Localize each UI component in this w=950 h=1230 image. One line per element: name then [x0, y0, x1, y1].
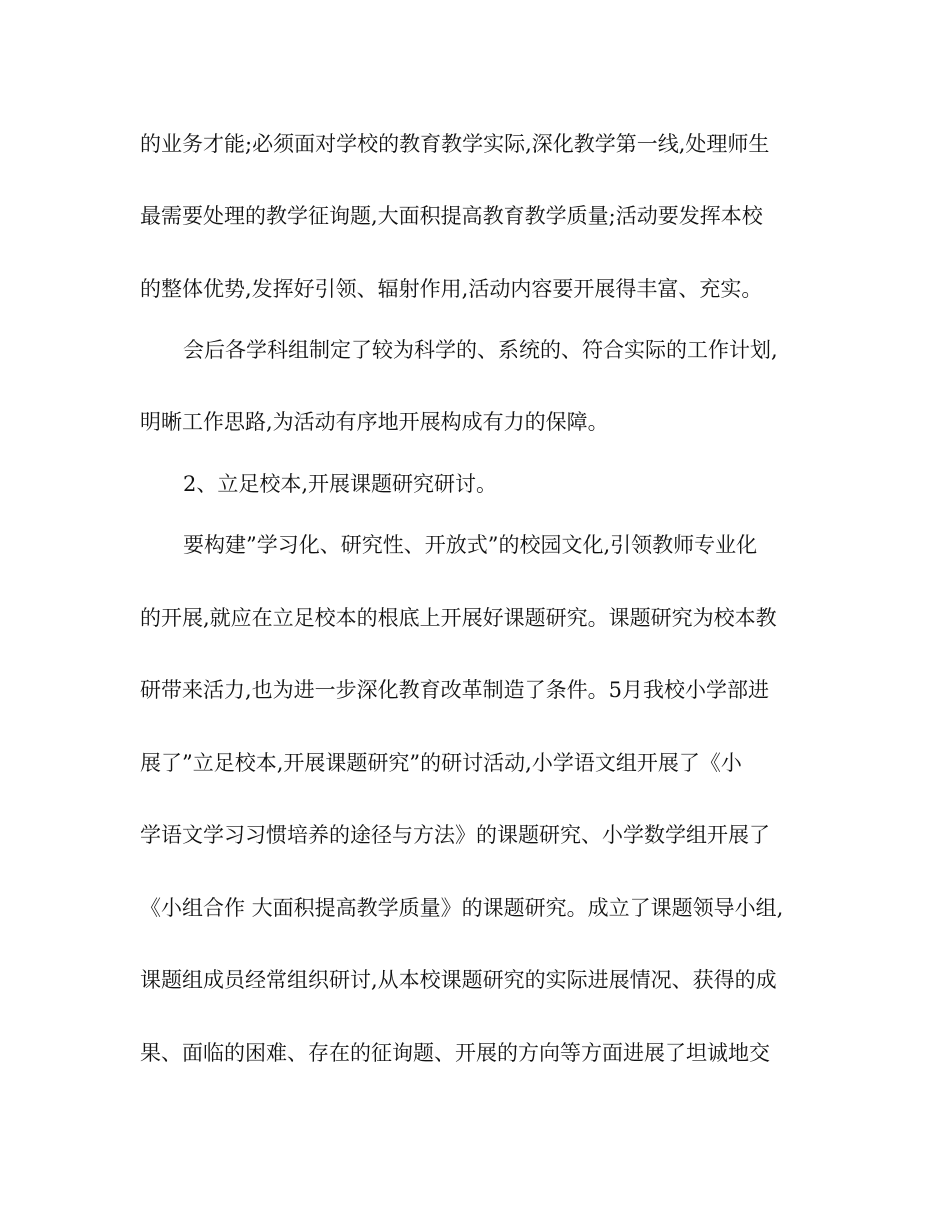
- section-heading: 2、立足校本,开展课题研究研讨。: [183, 472, 498, 496]
- text-line-11: 学语文学习习惯培养的途径与方法》的课题研究、小学数学组开展了: [140, 823, 770, 847]
- text-line-1: 的业务才能;必须面对学校的教育教学实际,深化教学第一线,处理师生: [140, 132, 770, 156]
- text-line-10: 展了”立足校本,开展课题研究”的研讨活动,小学语文组开展了《小: [140, 751, 742, 775]
- text-line-5: 明晰工作思路,为活动有序地开展构成有力的保障。: [140, 410, 609, 434]
- text-line-7: 要构建”学习化、研究性、开放式”的校园文化,引领教师专业化: [183, 533, 758, 557]
- text-line-3: 的整体优势,发挥好引领、辐射作用,活动内容要开展得丰富、充实。: [140, 277, 763, 301]
- text-line-12: 《小组合作 大面积提高教学质量》的课题研究。成立了课题领导小组,: [140, 896, 784, 920]
- text-line-14: 果、面临的困难、存在的征询题、开展的方向等方面进展了坦诚地交: [140, 1041, 770, 1065]
- text-line-8: 的开展,就应在立足校本的根底上开展好课题研究。课题研究为校本教: [140, 606, 777, 630]
- text-line-9: 研带来活力,也为进一步深化教育改革制造了条件。5月我校小学部进: [140, 678, 770, 702]
- text-line-4: 会后各学科组制定了较为科学的、系统的、符合实际的工作计划,: [183, 338, 778, 362]
- text-line-2: 最需要处理的教学征询题,大面积提高教育教学质量;活动要发挥本校: [140, 204, 763, 228]
- text-line-13: 课题组成员经常组织研讨,从本校课题研究的实际进展情况、获得的成: [140, 968, 777, 992]
